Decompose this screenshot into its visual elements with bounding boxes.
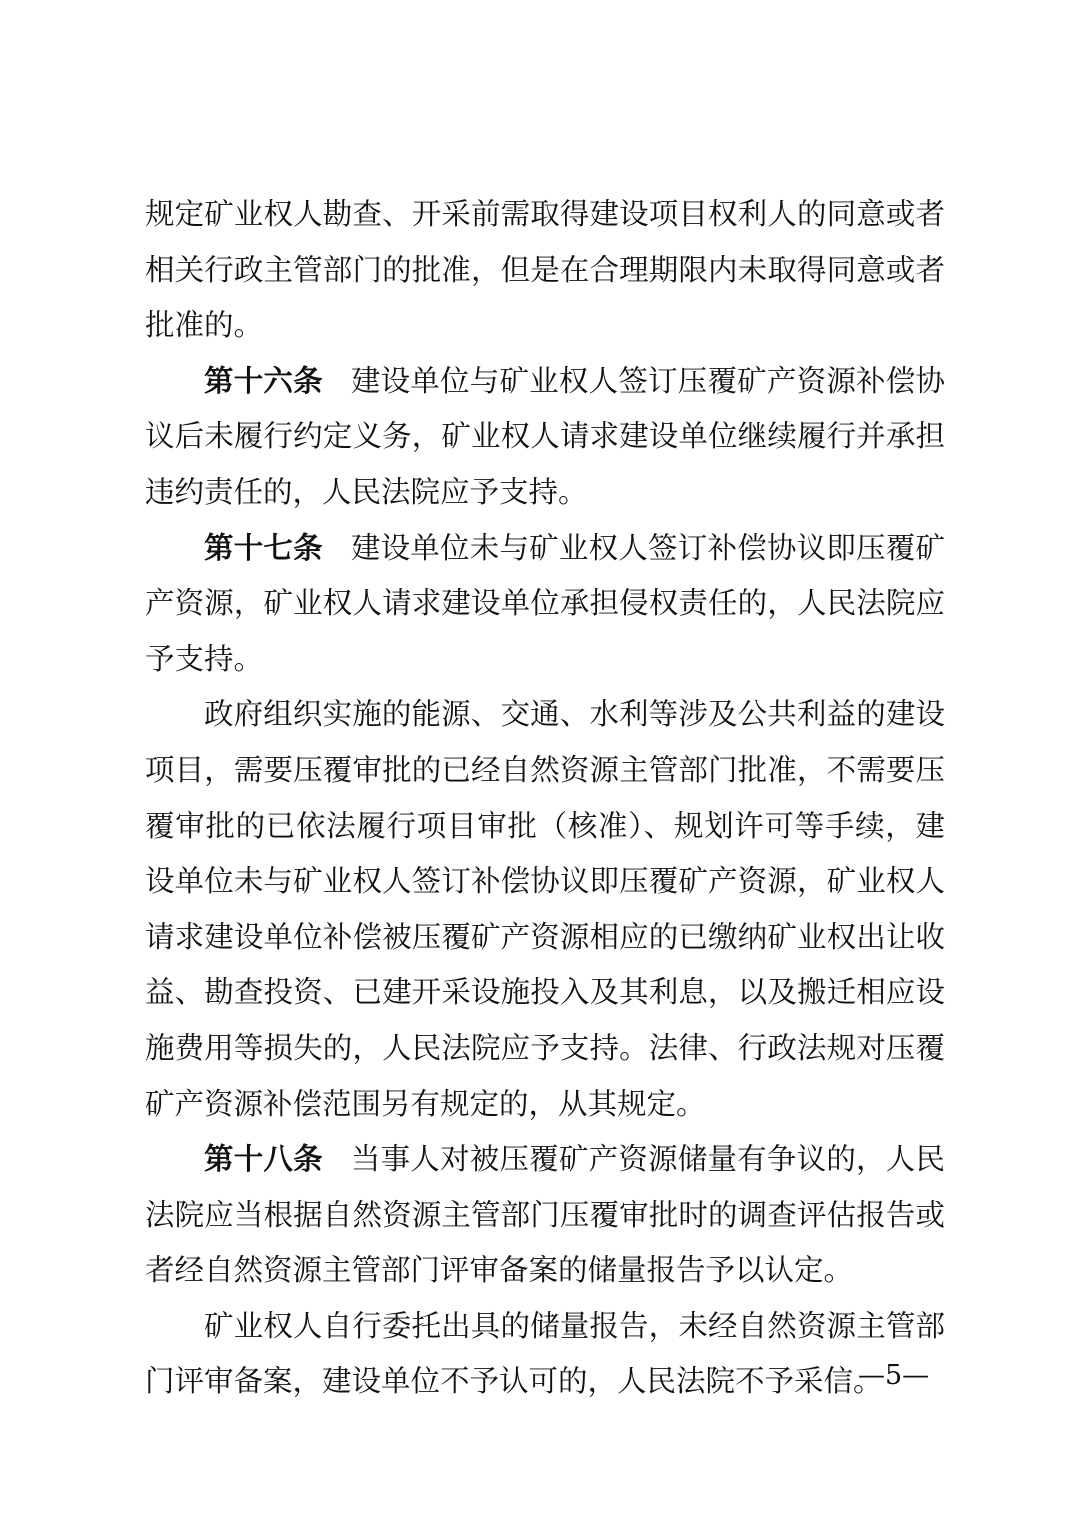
paragraph-text: 建设单位未与矿业权人签订补偿协议即压覆矿产资源，矿业权人请求建设单位承担侵权责任的，人民法院应予支持。 — [145, 530, 945, 676]
document-body — [145, 187, 945, 1410]
article-18-second-paragraph — [145, 1299, 945, 1410]
article-number: 第十六条 — [204, 363, 323, 398]
paragraph-text: 政府组织实施的能源、交通、水利等涉及公共利益的建设项目，需要压覆审批的已经自然资源主管部门批准，不需要压覆审批的已依法履行项目审批（核准）、规划许可等手续，建设单位未与矿业权人签订补偿协议即压覆矿产资源，矿业权人请求建设单位补偿被压覆矿产资源相应的已缴纳矿业权出让收益、勘查投资、已建开采设施投入及其利息，以及搬迁相应设施费用等损失的，人民法院应予支持。法律、行政法规对压覆矿产资源补偿范围另有规定的，从其规定。 — [145, 697, 945, 1121]
article-17-second-paragraph — [145, 687, 945, 1132]
article-18-paragraph — [145, 1132, 945, 1299]
paragraph-continuation — [145, 187, 945, 354]
article-number: 第十七条 — [204, 530, 323, 565]
page-number: —5— — [858, 1360, 930, 1391]
article-number: 第十八条 — [204, 1142, 323, 1177]
article-17-paragraph — [145, 521, 945, 688]
paragraph-text: 建设单位与矿业权人签订压覆矿产资源补偿协议后未履行约定义务，矿业权人请求建设单位继续履行并承担违约责任的，人民法院应予支持。 — [145, 363, 945, 509]
paragraph-text: 矿业权人自行委托出具的储量报告，未经自然资源主管部门评审备案，建设单位不予认可的，人民法院不予采信。 — [145, 1308, 945, 1399]
article-16-paragraph — [145, 354, 945, 521]
paragraph-text: 当事人对被压覆矿产资源储量有争议的，人民法院应当根据自然资源主管部门压覆审批时的调查评估报告或者经自然资源主管部门评审备案的储量报告予以认定。 — [145, 1142, 945, 1288]
paragraph-text: 规定矿业权人勘查、开采前需取得建设项目权利人的同意或者相关行政主管部门的批准，但是在合理期限内未取得同意或者批准的。 — [145, 197, 945, 343]
